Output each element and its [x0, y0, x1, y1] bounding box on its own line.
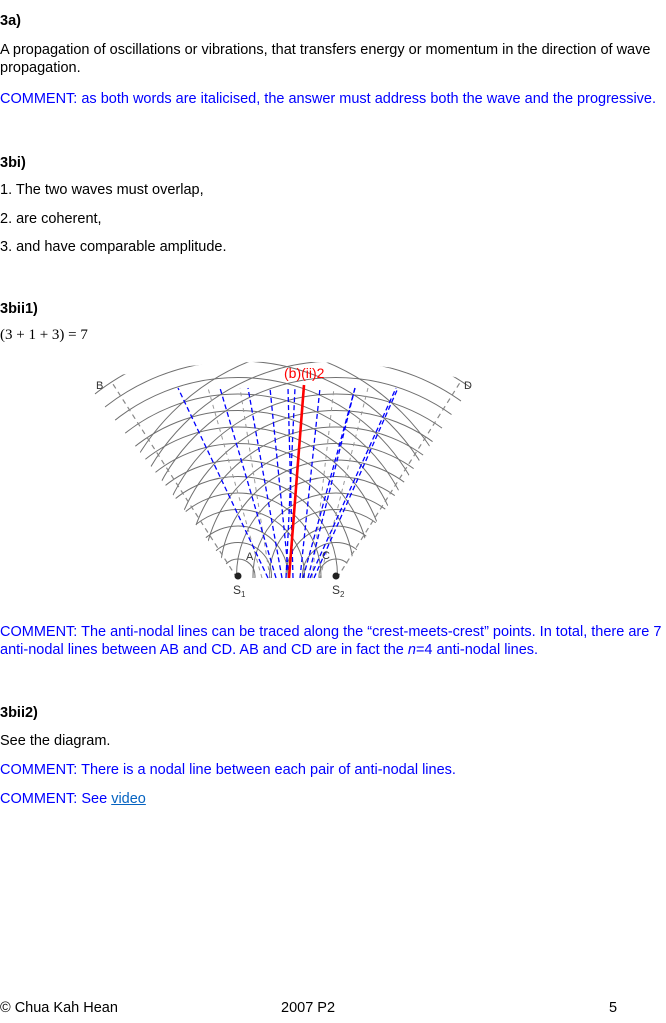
footer-author: © Chua Kah Hean: [0, 1000, 118, 1016]
footer-page-number: 5: [609, 1000, 618, 1016]
comment-3bii1-part-2: =4 anti-nodal lines.: [415, 642, 539, 658]
wavefront-arc: [106, 444, 371, 606]
heading-3bii2: 3bii2): [0, 705, 38, 721]
answer-3a: A propagation of oscillations or vibrations, that transfers energy or momentum in the direction of wave propagation.: [0, 42, 651, 76]
comment-3bii1-part-1: COMMENT: The anti-nodal lines can be traced along the “crest-meets-crest” points. In total, there are 7 anti-nodal lines between AB and CD. AB and CD are in fact the: [0, 624, 662, 658]
label-s2: $S_2$: [332, 583, 345, 599]
answer-3bi-item-3: 3. and have comparable amplitude.: [0, 239, 227, 255]
heading-3a: 3a): [0, 13, 21, 29]
heading-3bi: 3bi): [0, 155, 26, 171]
video-link[interactable]: video: [111, 791, 146, 807]
source-s2-dot: [333, 573, 340, 580]
label-b: B: [96, 380, 104, 392]
source-s1-dot: [235, 573, 242, 580]
comment-3a: COMMENT: as both words are italicised, the answer must address both the wave and the progressive.: [0, 91, 657, 107]
red-nodal-line: [289, 385, 304, 578]
heading-3bii1: 3bii1): [0, 301, 38, 317]
wavefronts: [60, 360, 510, 605]
label-d: D: [464, 380, 472, 392]
answer-3bi-item-2: 2. are coherent,: [0, 211, 102, 227]
comment-3bii2-1: COMMENT: There is a nodal line between each pair of anti-nodal lines.: [0, 762, 456, 778]
interference-diagram: [60, 360, 510, 605]
anti-nodal-lines: [178, 388, 398, 578]
equation-3bii1: (3 + 1 + 3) = 7: [0, 327, 88, 343]
comment-3bii2-prefix: COMMENT: See: [0, 791, 112, 807]
answer-3bii2: See the diagram.: [0, 733, 111, 749]
anti-nodal-line: [248, 388, 282, 578]
footer-paper: 2007 P2: [281, 1000, 336, 1016]
answer-3bi-item-1: 1. The two waves must overlap,: [0, 182, 204, 198]
comment-3bii1: [0, 623, 664, 659]
comment-3bii2-2: [0, 790, 664, 808]
label-c: C: [322, 550, 330, 562]
guide-line: [208, 388, 262, 578]
red-line-label: (b)(ii)2: [284, 365, 325, 381]
label-s1: $S_1$: [233, 583, 246, 599]
label-a: A: [246, 551, 254, 563]
wavefront-arc: [154, 394, 510, 605]
comment-3bii1-n: n: [407, 642, 416, 658]
